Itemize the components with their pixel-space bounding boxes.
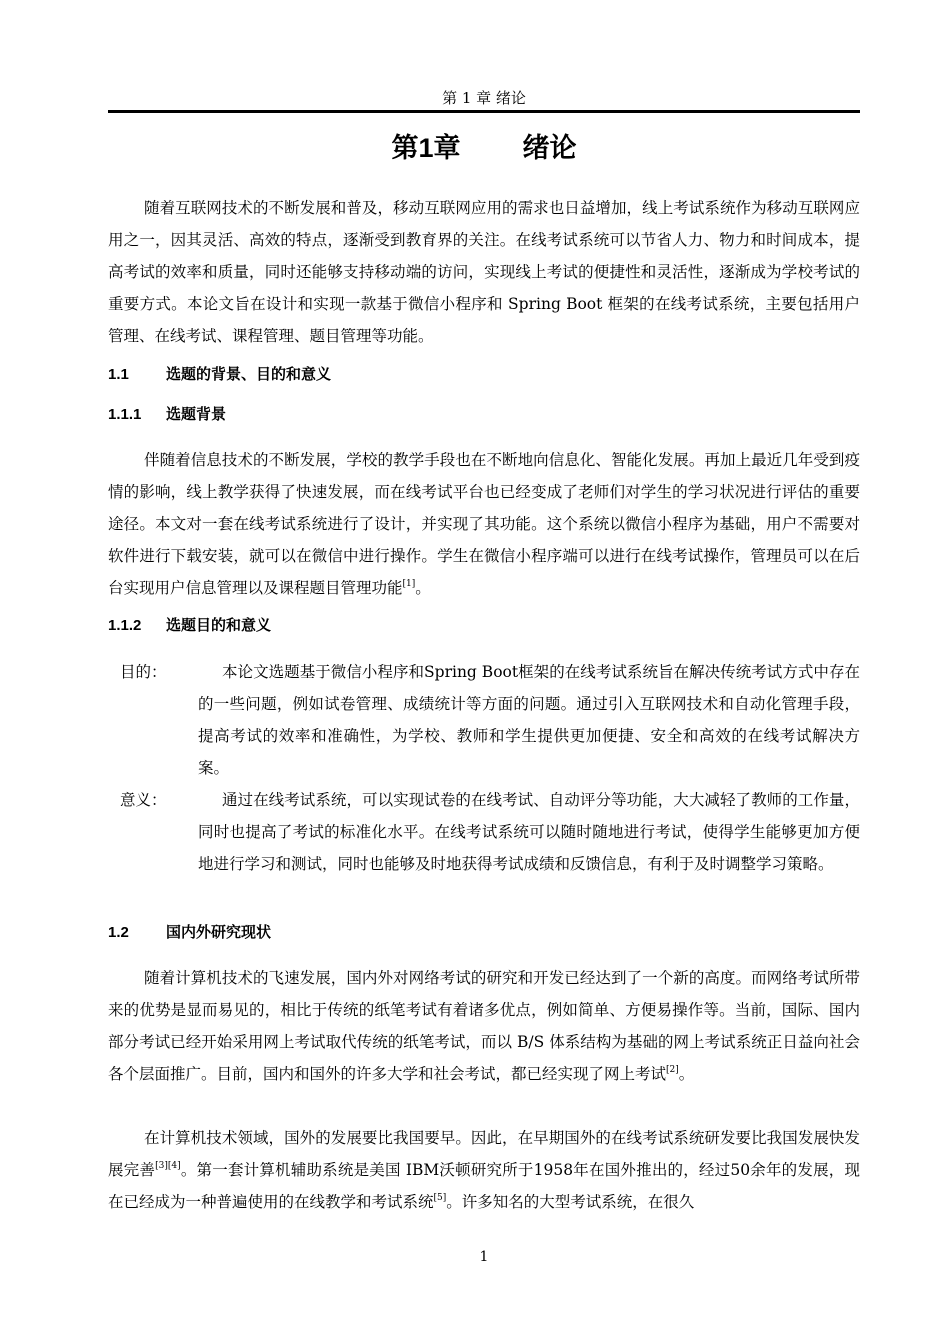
- paragraph-text: 。许多知名的大型考试系统，在很久: [446, 1193, 695, 1211]
- paragraph-text: 伴随着信息技术的不断发展，学校的教学手段也在不断地向信息化、智能化发展。再加上最近几年受到疫情的影响，线上教学获得了快速发展，而在线考试平台也已经变成了老师们对学生的学习状况进行评估的重要途径。本文对一套在线考试系统进行了设计，并实现了其功能。这个系统以微信小程序为基础，用户不需要对软件进行下载安装，就可以在微信中进行操作。学生在微信小程序端可以进行在线考试操作，管理员可以在后台实现用户信息管理以及课程题目管理功能: [108, 451, 860, 597]
- research-paragraph-1: [108, 962, 860, 1090]
- background-paragraph: [108, 444, 860, 604]
- citation: [1]: [402, 579, 416, 589]
- section-title: 选题目的和意义: [166, 617, 272, 634]
- citation: [3][4]: [155, 1161, 181, 1171]
- citation: [2]: [666, 1065, 679, 1075]
- citation: [5]: [433, 1193, 447, 1203]
- significance-text: 通过在线考试系统，可以实现试卷的在线考试、自动评分等功能，大大减轻了教师的工作量，同时也提高了考试的标准化水平。在线考试系统可以随时随地进行考试，使得学生能够更加方便地进行学习和测试，同时也能够及时地获得考试成绩和反馈信息，有利于及时调整学习策略。: [198, 791, 860, 873]
- paragraph-text: 在计算机技术领域，国外的发展要比我国要早。因此，在早期国外的在线考试系统研发要比我国发展快发展完善: [108, 1129, 860, 1179]
- significance-label: 意义：: [120, 791, 167, 809]
- chapter-title: [108, 128, 860, 168]
- purpose-label: 目的：: [120, 663, 167, 681]
- section-heading-1-1-1: [108, 404, 226, 426]
- section-heading-1-1-2: [108, 615, 271, 637]
- page-number: 1: [479, 1249, 489, 1265]
- section-number: 1.1: [108, 366, 129, 383]
- section-number: 1.1.2: [108, 617, 142, 634]
- paragraph-tail: 。: [415, 579, 431, 597]
- purpose-text: 本论文选题基于微信小程序和Spring Boot框架的在线考试系统旨在解决传统考试方式中存在的一些问题，例如试卷管理、成绩统计等方面的问题。通过引入互联网技术和自动化管理手段，提高考试的效率和准确性，为学校、教师和学生提供更加便捷、安全和高效的在线考试解决方案。: [198, 663, 860, 777]
- paragraph-tail: 。: [678, 1065, 695, 1083]
- paragraph-text: 。第一套计算机辅助系统是美国 IBM沃顿研究所于1958年在国外推出的，经过50余年的发展，现在已经成为一种普遍使用的在线教学和考试系统: [108, 1161, 860, 1211]
- section-number: 1.2: [108, 924, 129, 941]
- header-rule: [108, 110, 860, 113]
- running-header: 第 1 章 绪论: [442, 89, 526, 107]
- research-paragraph-2: [108, 1122, 860, 1218]
- chapter-number: 第1章: [391, 133, 461, 163]
- section-title: 国内外研究现状: [166, 924, 272, 941]
- section-heading-1-1: [108, 364, 331, 386]
- section-title: 选题背景: [166, 406, 227, 423]
- section-number: 1.1.1: [108, 406, 142, 423]
- intro-paragraph: 随着互联网技术的不断发展和普及，移动互联网应用的需求也日益增加，线上考试系统作为移动互联网应用之一，因其灵活、高效的特点，逐渐受到教育界的关注。在线考试系统可以节省人力、物力和时间成本，提高考试的效率和质量，同时还能够支持移动端的访问，实现线上考试的便捷性和灵活性，逐渐成为学校考试的重要方式。本论文旨在设计和实现一款基于微信小程序和 Spring Boot 框架的在线考试系统，主要包括用户管理、在线考试、课程管理、题目管理等功能。: [108, 199, 860, 345]
- section-title: 选题的背景、目的和意义: [166, 366, 332, 383]
- chapter-name: 绪论: [522, 133, 577, 163]
- paragraph-text: 随着计算机技术的飞速发展，国内外对网络考试的研究和开发已经达到了一个新的高度。而网络考试所带来的优势是显而易见的，相比于传统的纸笔考试有着诸多优点，例如简单、方便易操作等。当前，国际、国内部分考试已经开始采用网上考试取代传统的纸笔考试，而以 B/S 体系结构为基础的网上考试系统正日益向社会各个层面推广。目前，国内和国外的许多大学和社会考试，都已经实现了网上考试: [108, 969, 860, 1083]
- section-heading-1-2: [108, 922, 271, 944]
